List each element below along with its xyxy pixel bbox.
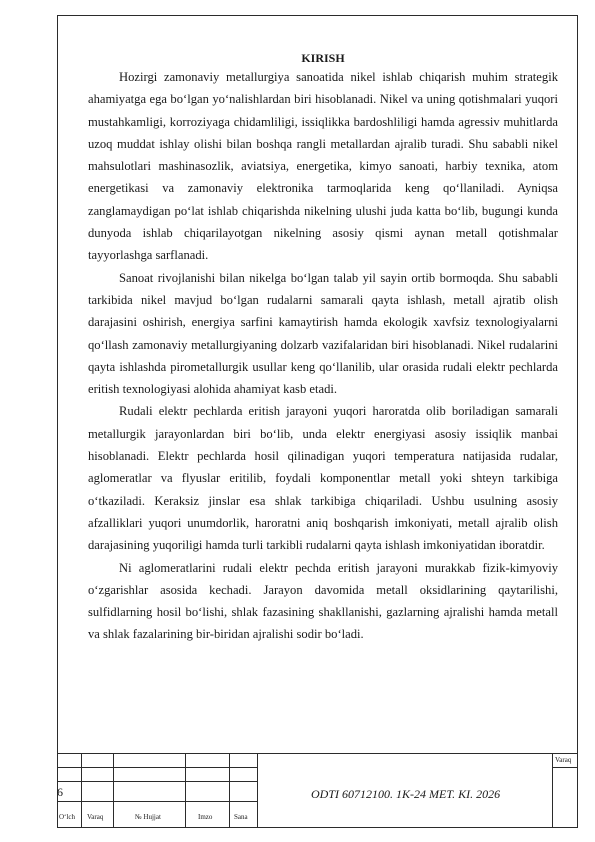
paragraph-4: Ni aglomeratlarini rudali elektr pechda eritish jarayoni murakkab fizik-kimyoviy o‘zgarishlar asosida kechadi. Jarayon davomida metall oksidlarining qaytarilishi, sulfidlarning hosil bo‘lishi, shlak fazasining shakllanishi, gazlarning ajralishi hamda metall va shlak fazalarining bir-biridan ajralishi sodir bo‘ladi. (88, 560, 558, 642)
col-label-imzo: Imzo (198, 813, 213, 821)
document-body (88, 52, 558, 646)
paragraph-1: Hozirgi zamonaviy metallurgiya sanoatida nikel ishlab chiqarish muhim strategik ahamiyatga ega bo‘lgan yo‘nalishlardan biri hisoblanadi. Nikel va uning qotishmalari yuqori mustahkamligi, korroziyaga chidamliligi, issiqlikka bardoshliligi hamda agressiv muhitlarda uzoq muddat ishlay olishi bilan boshqa rangli metallardan ajralib turadi. Shu sababli nikel mahsulotlari mashinasozlik, aviatsiya, energetika, kimyo sanoati, harbiy texnika, atom energetikasi va zamonaviy elektronika tarmoqlarida keng qo‘llaniladi. Ayniqsa zanglamaydigan po‘lat ishlab chiqarishda nikelning ulushi juda katta bo‘lib, bugungi kunda dunyoda ishlab chiqarilayotgan nikelning asosiy qismi aynan metall qotishmalar tayyorlashga sarflanadi. (88, 70, 558, 263)
page-number: 6 (57, 785, 63, 799)
title-block (57, 753, 578, 828)
paragraph-3: Rudali elektr pechlarda eritish jarayoni yuqori haroratda olib boriladigan samarali metallurgik jarayonlardan biri bo‘lib, unda elektr energiyasi asosiy issiqlik manbai hisoblanadi. Elektr pechlarda hosil qilinadigan yuqori temperatura natijasida rudalar, aglomeratlar va flyuslar eritilib, foydali komponentlar metall yoki shteyn tarkibiga o‘tkaziladi. Keraksiz jinslar esa shlak tarkibiga chiqariladi. Ushbu usulning asosiy afzalliklari yuqori unumdorlik, haroratni aniq boshqarish imkoniyati, metall ajralib olish darajasining yuqoriligi hamda turli tarkibli rudalarni qayta ishlash imkoniyatidan iboratdir. (88, 404, 558, 553)
section-heading: KIRISH (301, 51, 345, 65)
col-label-varaq: Varaq (87, 813, 104, 821)
col-label-olch: O‘lch (59, 813, 75, 821)
col-label-hujjat: № Hujjat (135, 813, 161, 821)
col-label-sana: Sana (234, 813, 248, 821)
document-code: ODTI 60712100. 1K-24 MET. KI. 2026 (311, 787, 501, 801)
sheet-label: Varaq (555, 756, 572, 764)
paragraph-2: Sanoat rivojlanishi bilan nikelga bo‘lgan talab yil sayin ortib bormoqda. Shu sababli tarkibida nikel mavjud bo‘lgan rudalarni samarali qayta ishlash, metall ajratib olish darajasini oshirish, energiya sarfini kamaytirish hamda ekologik xavfsiz texnologiyalarni qo‘llash zamonaviy metallurgiyaning dolzarb vazifalaridan biri hisoblanadi. Nikel rudalarini qayta ishlashda pirometallurgik usullar keng qo‘llanilib, ular orasida rudali elektr pechlarda eritish texnologiyasi alohida ahamiyat kasb etadi. (88, 270, 558, 397)
